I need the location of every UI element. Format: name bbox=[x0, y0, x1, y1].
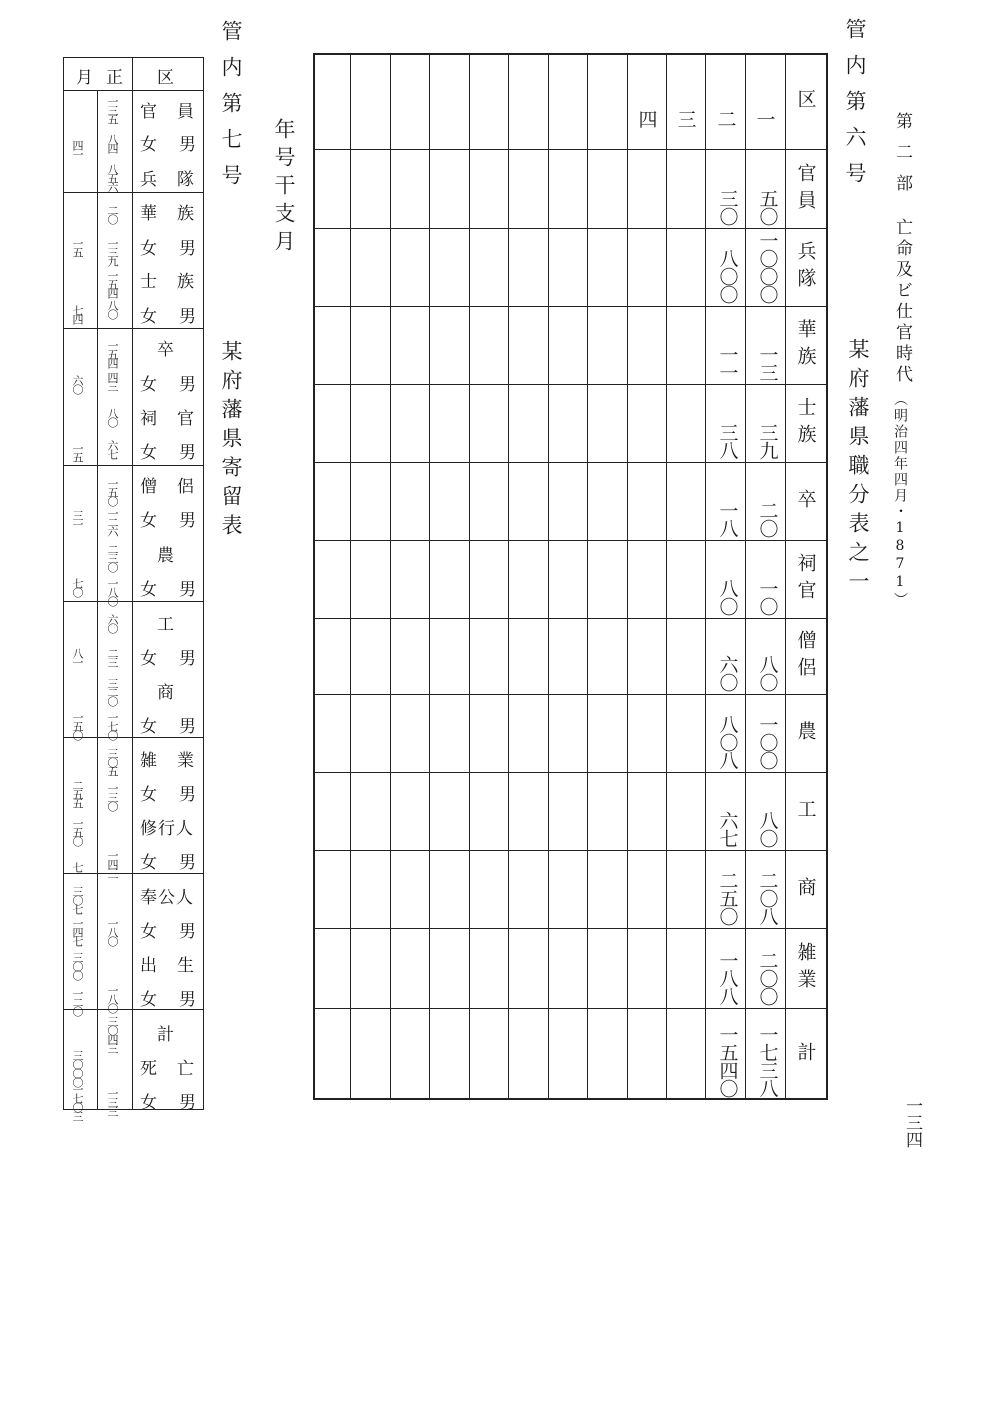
era-label: 年号干支月 bbox=[272, 118, 296, 258]
t7-sex-labels: 女 男 bbox=[140, 511, 196, 531]
cell-value: 一八八 bbox=[716, 951, 739, 1005]
t7-category: 死亡 bbox=[140, 1059, 214, 1079]
cell-value: 八〇 bbox=[716, 579, 739, 615]
district-label: 一 bbox=[756, 109, 776, 131]
row-header: 計 bbox=[794, 1041, 817, 1069]
t7-category: 出生 bbox=[140, 956, 214, 976]
cell-value: 六七 bbox=[716, 811, 739, 847]
t7-value: 一五 bbox=[71, 238, 84, 256]
cell-value: 一三 bbox=[756, 345, 779, 381]
t7-corner-first: 正 bbox=[106, 68, 123, 88]
t7-category: 工 bbox=[157, 615, 174, 635]
t7-category: 修行人 bbox=[140, 819, 194, 839]
t7-category: 商 bbox=[157, 683, 174, 703]
table7-heading: 管内第七号 bbox=[219, 20, 243, 200]
cell-value: 三〇 bbox=[716, 189, 739, 225]
t7-value: 一五〇 bbox=[106, 478, 119, 505]
t7-value: 一七〇 bbox=[106, 712, 119, 739]
t7-value: 八〇 bbox=[106, 300, 119, 318]
t7-value: 一七〇三 bbox=[71, 1084, 84, 1120]
t7-value: 一五〇 bbox=[71, 712, 84, 739]
t7-value: 一二〇 bbox=[71, 988, 84, 1015]
cell-value: 一八 bbox=[716, 501, 739, 537]
t7-value: 三〇七 bbox=[71, 886, 84, 913]
row-header-corner: 区 bbox=[794, 88, 817, 116]
row-header: 祠官 bbox=[794, 553, 817, 607]
part-label: 第二部 bbox=[892, 112, 912, 205]
t7-value: 一三九 bbox=[106, 238, 119, 265]
t7-value: 一八〇 bbox=[106, 985, 119, 1012]
table7-title: 某府藩県寄留表 bbox=[219, 340, 243, 543]
t7-value: 一二六 bbox=[106, 508, 119, 535]
row-header: 士族 bbox=[794, 397, 817, 451]
district-label: 四 bbox=[638, 109, 658, 131]
t7-value: 六〇 bbox=[106, 614, 119, 632]
t7-sex-labels: 女 男 bbox=[140, 1093, 196, 1113]
row-header: 僧侶 bbox=[794, 630, 817, 684]
row-header: 華族 bbox=[794, 319, 817, 373]
t7-value: 八四 bbox=[106, 134, 119, 152]
row-header: 卒 bbox=[794, 488, 817, 516]
t7-sex-labels: 女 男 bbox=[140, 443, 196, 463]
t7-value: 七四 bbox=[71, 305, 84, 323]
t7-value: 六七 bbox=[106, 440, 119, 458]
page-number: 一三四 bbox=[902, 1097, 922, 1148]
table6-title: 某府藩県職分表之一 bbox=[846, 338, 870, 599]
t7-value: 三〇四三 bbox=[106, 1016, 119, 1052]
row-header: 官員 bbox=[794, 162, 817, 217]
row-header: 兵隊 bbox=[794, 241, 817, 295]
row-header: 工 bbox=[794, 798, 817, 826]
t7-category: 計 bbox=[157, 1025, 174, 1045]
t7-value: 三〇〇 bbox=[71, 952, 84, 979]
t7-category: 奉公人 bbox=[140, 888, 194, 908]
cell-value: 二五〇 bbox=[716, 871, 739, 925]
t7-category: 華族 bbox=[140, 204, 214, 224]
chapter-label: 亡命及ビ仕官時代 bbox=[892, 218, 912, 386]
t7-sex-labels: 女 男 bbox=[140, 135, 196, 155]
cell-value: 一五四〇 bbox=[716, 1025, 739, 1097]
t7-value: 二三〇 bbox=[106, 544, 119, 571]
t7-sex-labels: 女 男 bbox=[140, 853, 196, 873]
cell-value: 三九 bbox=[756, 423, 779, 459]
t7-value: 一五 bbox=[71, 443, 84, 461]
t7-value: 一三五 bbox=[106, 96, 119, 123]
t7-value: 六〇 bbox=[71, 375, 84, 393]
cell-value: 六〇 bbox=[716, 655, 739, 691]
t7-value: 一五〇 bbox=[71, 818, 84, 845]
t7-category: 僧侶 bbox=[140, 477, 214, 497]
t7-value: 一四三 bbox=[106, 850, 119, 877]
t7-value: 一五四 bbox=[106, 340, 119, 367]
t7-value: 四三 bbox=[106, 372, 119, 390]
t7-sex-labels: 女 男 bbox=[140, 990, 196, 1010]
table6-heading: 管内第六号 bbox=[843, 18, 867, 198]
t7-value: 二五五 bbox=[71, 780, 84, 807]
t7-sex-labels: 女 男 bbox=[140, 785, 196, 805]
cell-value: 一〇 bbox=[756, 579, 779, 615]
t7-value: 一三〇 bbox=[106, 783, 119, 810]
row-header: 商 bbox=[794, 876, 817, 904]
t7-value: 八五六 bbox=[106, 164, 119, 191]
t7-value: 一四七 bbox=[71, 918, 84, 945]
t7-value: 四一 bbox=[71, 140, 84, 158]
district-label: 二 bbox=[717, 109, 737, 131]
t7-category: 官員 bbox=[140, 102, 214, 122]
t7-sex-labels: 女 男 bbox=[140, 307, 196, 327]
t7-category: 士族 bbox=[140, 272, 214, 292]
t7-category: 兵隊 bbox=[140, 170, 214, 190]
t7-category: 農 bbox=[157, 546, 174, 566]
cell-value: 二〇八 bbox=[756, 871, 779, 925]
t7-value: 三二〇 bbox=[106, 678, 119, 705]
cell-value: 二〇〇 bbox=[756, 951, 779, 1005]
t7-sex-labels: 女 男 bbox=[140, 922, 196, 942]
t7-value: 三一 bbox=[71, 510, 84, 528]
cell-value: 八〇〇 bbox=[716, 249, 739, 303]
t7-value: 七 bbox=[71, 862, 84, 871]
t7-category: 卒 bbox=[157, 340, 174, 360]
t7-value: 一八〇 bbox=[106, 918, 119, 945]
t7-value: 一三三 bbox=[106, 1088, 119, 1115]
cell-value: 八〇 bbox=[756, 811, 779, 847]
t7-value: 二〇 bbox=[106, 205, 119, 223]
cell-value: 二〇 bbox=[756, 501, 779, 537]
cell-value: 一一 bbox=[716, 345, 739, 381]
t7-sex-labels: 女 男 bbox=[140, 239, 196, 259]
district-label: 三 bbox=[677, 109, 697, 131]
cell-value: 八〇 bbox=[756, 655, 779, 691]
cell-value: 八〇八 bbox=[716, 715, 739, 769]
date-label: （明治四年四月・1871） bbox=[892, 392, 908, 608]
t7-sex-labels: 女 男 bbox=[140, 717, 196, 737]
t7-category: 雑業 bbox=[140, 751, 214, 771]
t7-corner-month: 月 bbox=[76, 68, 93, 88]
row-header: 農 bbox=[794, 720, 817, 748]
t7-value: 七〇 bbox=[71, 578, 84, 596]
t7-value: 一八〇 bbox=[106, 578, 119, 605]
cell-value: 一〇〇〇 bbox=[756, 231, 779, 303]
t7-value: 三〇〇〇 bbox=[71, 1050, 84, 1086]
cell-value: 五〇 bbox=[756, 189, 779, 225]
cell-value: 一〇〇 bbox=[756, 715, 779, 769]
t7-sex-labels: 女 男 bbox=[140, 580, 196, 600]
t7-sex-labels: 女 男 bbox=[140, 375, 196, 395]
t7-value: 八〇 bbox=[106, 408, 119, 426]
t7-value: 一五四 bbox=[106, 270, 119, 297]
cell-value: 三八 bbox=[716, 423, 739, 459]
t7-value: 三〇五 bbox=[106, 748, 119, 775]
t7-corner-area: 区 bbox=[157, 68, 174, 88]
t7-value: 二三 bbox=[106, 648, 119, 666]
t7-value: 八一 bbox=[71, 648, 84, 666]
t7-category: 祠官 bbox=[140, 409, 214, 429]
cell-value: 一七三八 bbox=[756, 1025, 779, 1097]
row-header: 雑業 bbox=[794, 942, 817, 996]
t7-sex-labels: 女 男 bbox=[140, 649, 196, 669]
